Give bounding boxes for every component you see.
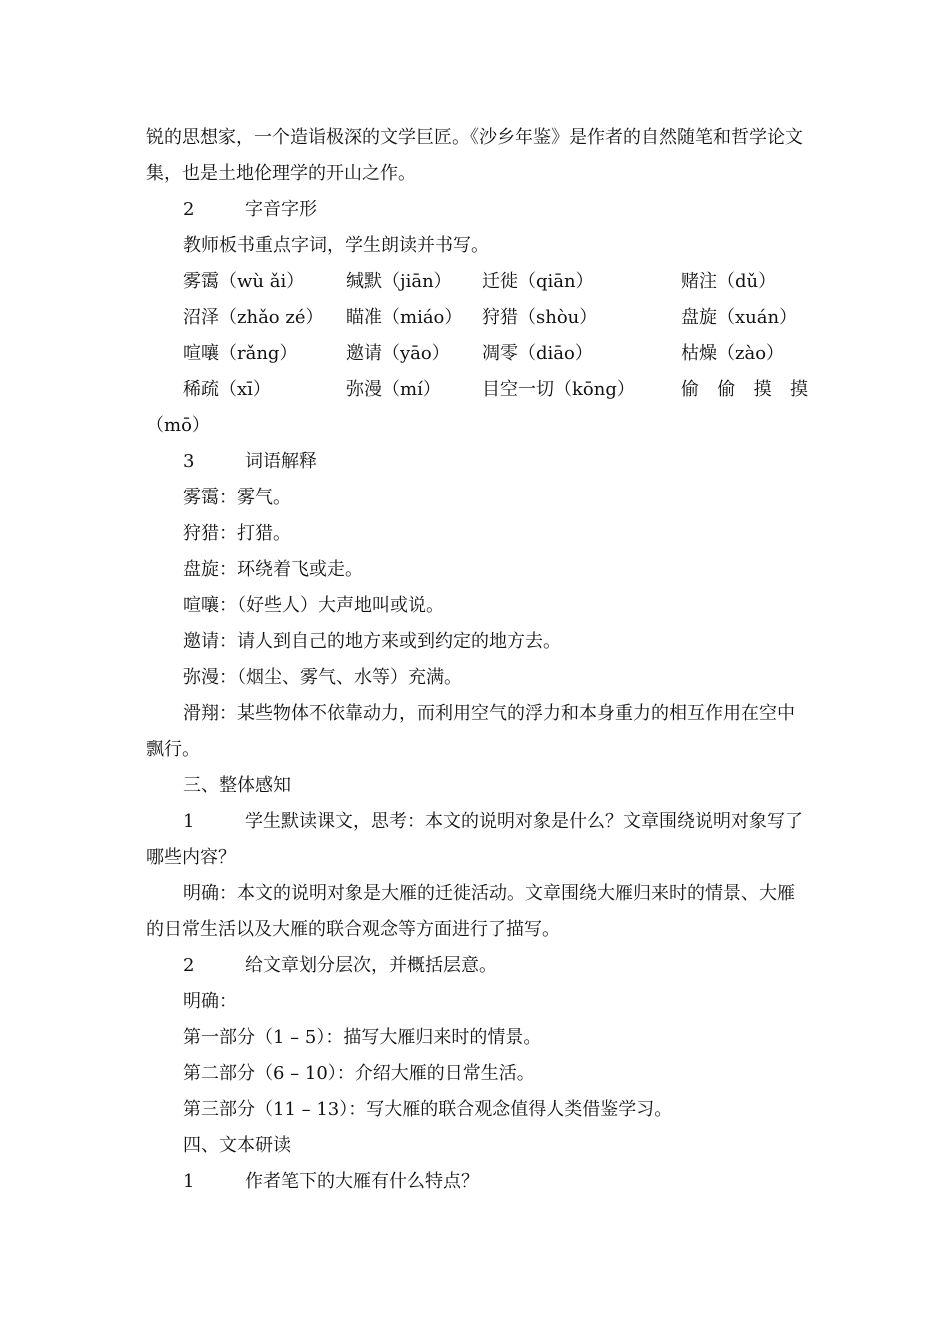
definition-item: 邀请：请人到自己的地方来或到约定的地方去。 [183,631,561,652]
vocab-item: 赌注（dǔ） [681,271,777,292]
definition-item: 弥漫：（烟尘、雾气、水等）充满。 [183,667,462,688]
vocab-item: 喧嚷（rǎng） [183,343,298,364]
vocab-char: 偷 [717,379,736,400]
vocab-item-last [681,372,808,408]
heading-overall-perception: 三、整体感知 [183,775,291,796]
vocab-item: 弥漫（mí） [346,379,441,400]
part-item: 第一部分（1 – 5）：描写大雁归来时的情景。 [183,1027,542,1048]
vocab-item: 狩猎（shòu） [482,307,598,328]
vocab-row [183,264,808,300]
vocab-item: 迁徙（qiān） [482,271,594,292]
vocab-item: 枯燥（zào） [681,343,785,364]
question-text: 学生默读课文，思考：本文的说明对象是什么？文章围绕说明对象写了哪些内容？ [146,811,803,868]
vocab-row [183,372,808,408]
definition-item: 滑翔：某些物体不依靠动力，而利用空气的浮力和本身重力的相互作用在空中飘行。 [146,703,795,760]
section-title: 字音字形 [245,199,317,220]
heading-text-study: 四、文本研读 [183,1135,291,1156]
board-note: 教师板书重点字词，学生朗读并书写。 [183,235,489,256]
vocab-item: 稀疏（xī） [183,379,271,400]
vocab-char: 摸 [753,379,772,400]
vocab-item: 沼泽（zhǎo zé） [183,307,324,328]
vocab-item: 邀请（yāo） [346,343,450,364]
section-heading-definitions [146,444,808,480]
part-item: 第三部分（11 – 13）：写大雁的联合观念值得人类借鉴学习。 [183,1099,673,1120]
question-2 [146,948,808,984]
vocab-item: 凋零（diāo） [482,343,593,364]
vocab-item: 缄默（jiān） [346,271,452,292]
vocab-row [183,336,808,372]
section-title: 词语解释 [245,451,317,472]
vocab-item: 盘旋（xuán） [681,307,798,328]
section-heading-pronunciation [146,192,808,228]
definition-item: 雾霭：雾气。 [183,487,291,508]
question-number: 1 [183,811,195,832]
question-number: 1 [183,1171,195,1192]
part-item: 第二部分（6 – 10）：介绍大雁的日常生活。 [183,1063,535,1084]
question-text: 作者笔下的大雁有什么特点？ [245,1171,479,1192]
answer-1: 明确：本文的说明对象是大雁的迁徙活动。文章围绕大雁归来时的情景、大雁的日常生活以及大雁的联合观念等方面进行了描写。 [146,883,795,940]
vocab-row [183,300,808,336]
answer-2-label: 明确： [183,991,237,1012]
vocab-item: 瞄准（miáo） [346,307,463,328]
section-number: 2 [183,199,195,220]
vocab-char: 偷 [681,379,699,400]
definition-item: 盘旋：环绕着飞或走。 [183,559,363,580]
vocab-item: 雾霭（wù ǎi） [183,271,305,292]
question-number: 2 [183,955,195,976]
question-3 [146,1164,808,1200]
definition-item: 喧嚷：（好些人）大声地叫或说。 [183,595,444,616]
vocab-char: 摸 [789,379,808,400]
vocab-last-pinyin: （mō） [146,415,210,436]
definition-item: 狩猎：打猎。 [183,523,291,544]
question-1 [146,804,808,876]
section-number: 3 [183,451,195,472]
intro-paragraph: 锐的思想家，一个造诣极深的文学巨匠。《沙乡年鉴》是作者的自然随笔和哲学论文集，也是土地伦理学的开山之作。 [146,127,803,184]
vocab-item: 目空一切（kōng） [482,379,635,400]
question-text: 给文章划分层次，并概括层意。 [245,955,497,976]
